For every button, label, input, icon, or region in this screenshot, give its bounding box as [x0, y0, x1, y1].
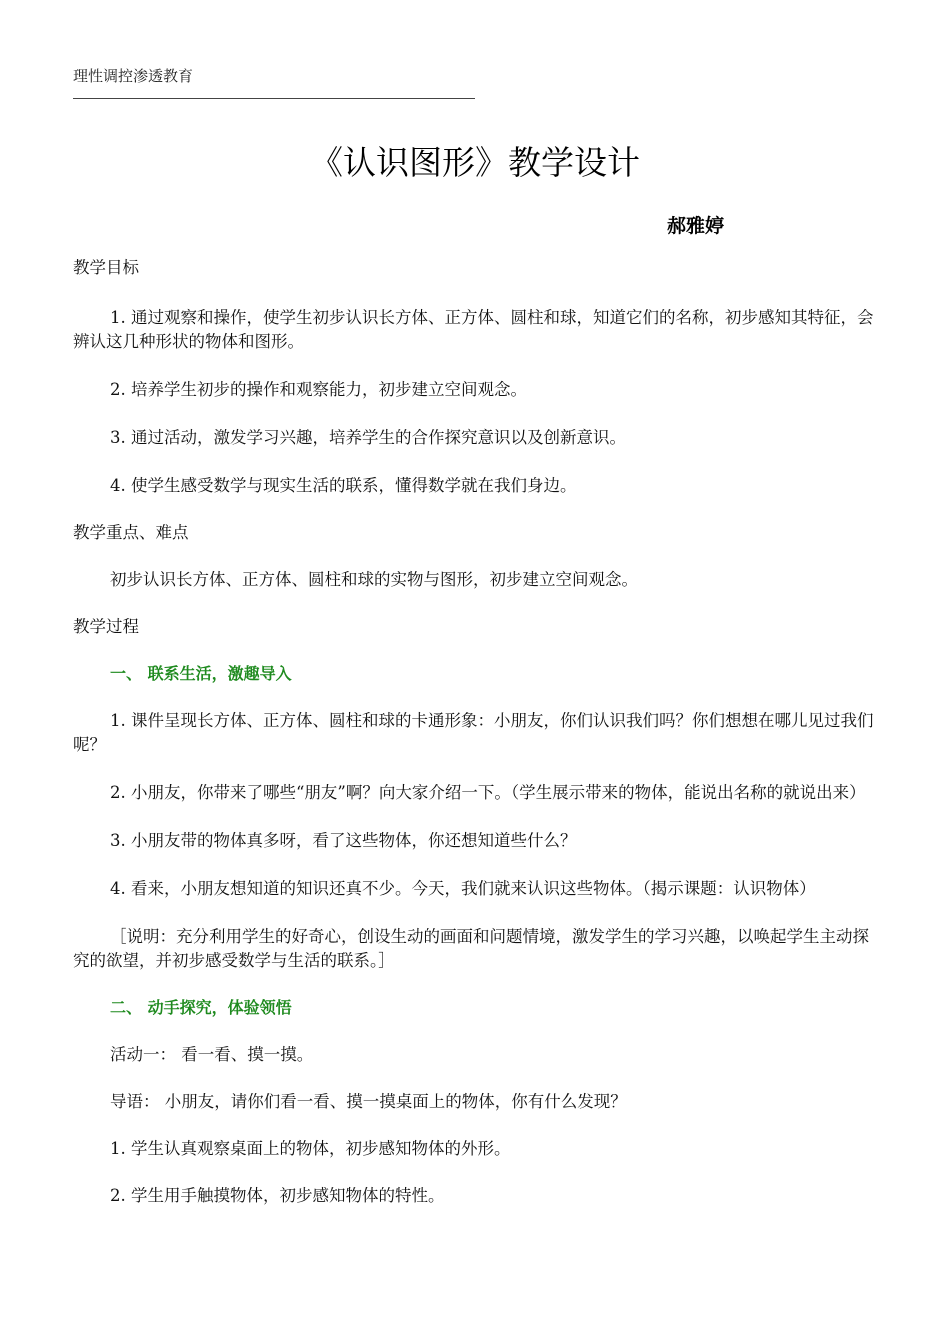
key-points-heading: 教学重点、难点 — [73, 523, 189, 542]
section-heading-1: 一、 联系生活，激趣导入 — [110, 664, 292, 683]
section-heading-2: 二、 动手探究，体验领悟 — [110, 998, 292, 1017]
goal-item: 2. 培养学生初步的操作和观察能力，初步建立空间观念。 — [110, 380, 527, 399]
key-points-text: 初步认识长方体、正方体、圆柱和球的实物与图形，初步建立空间观念。 — [110, 570, 638, 589]
process-item: 2. 小朋友，你带来了哪些“朋友”啊？向大家介绍一下。（学生展示带来的物体，能说出名称的就说出来） — [110, 783, 866, 802]
activity-item: 2. 学生用手触摸物体，初步感知物体的特性。 — [110, 1186, 445, 1205]
process-item: 4. 看来，小朋友想知道的知识还真不少。今天，我们就来认识这些物体。（揭示课题：认识物体） — [110, 879, 816, 898]
activity-title: 活动一： 看一看、摸一摸。 — [110, 1045, 314, 1064]
goal-item: 3. 通过活动，激发学习兴趣，培养学生的合作探究意识以及创新意识。 — [110, 428, 626, 447]
page-header: 理性调控渗透教育 — [73, 67, 194, 85]
goal-item: 1. 通过观察和操作，使学生初步认识长方体、正方体、圆柱和球，知道它们的名称，初步感知其特征，会辨认这几种形状的物体和图形。 — [73, 308, 874, 351]
process-item: 3. 小朋友带的物体真多呀，看了这些物体，你还想知道些什么？ — [110, 831, 577, 850]
process-heading: 教学过程 — [73, 617, 139, 636]
document-body — [73, 256, 879, 1208]
goals-heading: 教学目标 — [73, 258, 139, 277]
section-note: ［说明：充分利用学生的好奇心，创设生动的画面和问题情境，激发学生的学习兴趣，以唤起学生主动探究的欲望，并初步感受数学与生活的联系。］ — [73, 927, 869, 970]
process-item: 1. 课件呈现长方体、正方体、圆柱和球的卡通形象：小朋友，你们认识我们吗？你们想想在哪儿见过我们呢？ — [73, 711, 874, 754]
document-title: 《认识图形》教学设计 — [310, 143, 640, 182]
header-divider — [73, 98, 475, 99]
goal-item: 4. 使学生感受数学与现实生活的联系，懂得数学就在我们身边。 — [110, 476, 577, 495]
activity-item: 1. 学生认真观察桌面上的物体，初步感知物体的外形。 — [110, 1139, 511, 1158]
author-name: 郝雅婷 — [667, 215, 725, 237]
activity-guide: 导语： 小朋友，请你们看一看、摸一摸桌面上的物体，你有什么发现？ — [110, 1092, 627, 1111]
